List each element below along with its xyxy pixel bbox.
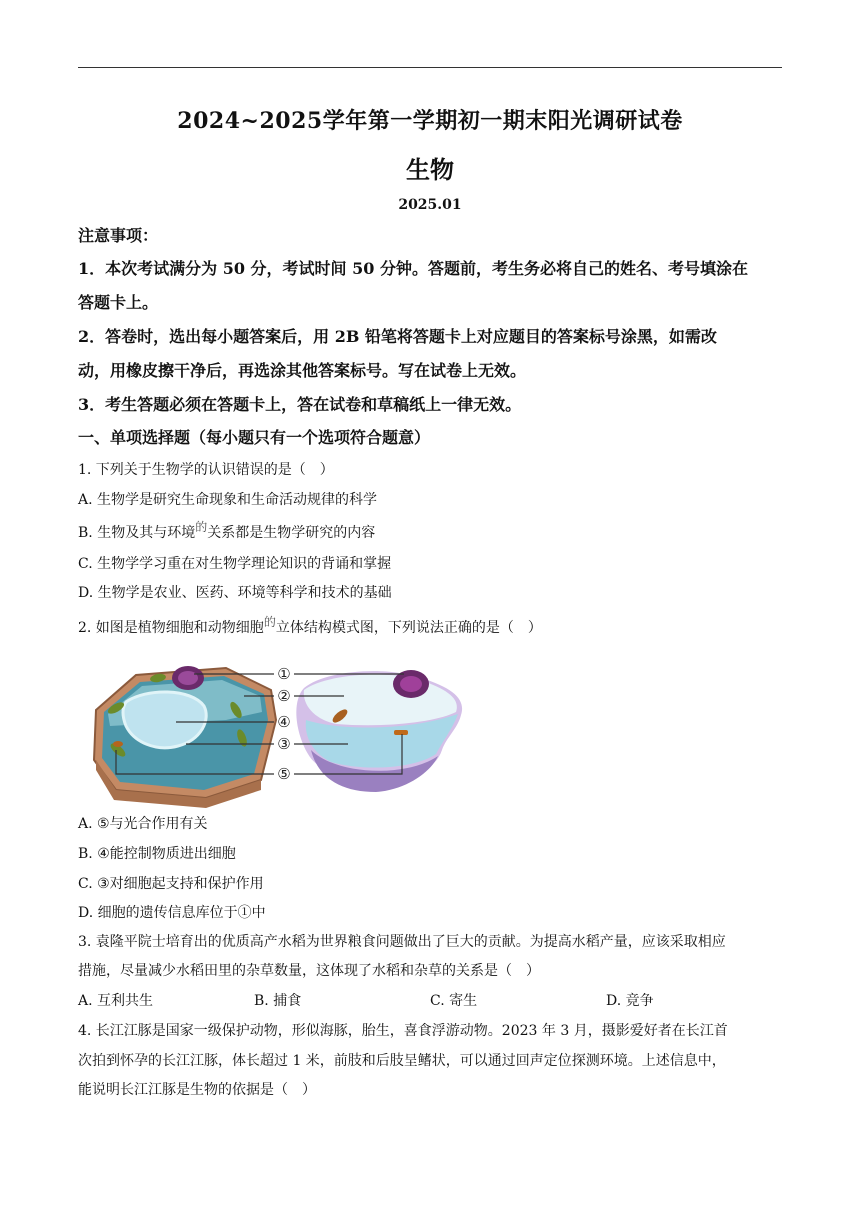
q3-option-b: B. 捕食 [254, 993, 302, 1009]
q3-line-2: 措施，尽量减少水稻田里的杂草数量，这体现了水稻和杂草的关系是（ ） [78, 963, 540, 979]
notice-item-1-line-1: 1．本次考试满分为 50 分，考试时间 50 分钟。答题前，考生务必将自己的姓名、考号填涂在 [78, 259, 748, 278]
exam-subject: 生物 [406, 155, 454, 184]
diagram-label-5: ⑤ [277, 765, 291, 783]
q1-option-c: C. 生物学学习重在对生物学理论知识的背诵和掌握 [78, 556, 392, 572]
exam-date: 2025.01 [398, 197, 462, 213]
q2-option-c: C. ③对细胞起支持和保护作用 [78, 876, 264, 892]
diagram-label-3: ③ [277, 735, 291, 753]
q3-option-c: C. 寄生 [430, 993, 478, 1009]
q1-option-d: D. 生物学是农业、医药、环境等科学和技术的基础 [78, 585, 392, 601]
diagram-label-1: ① [277, 665, 291, 683]
notice-item-2-line-2: 动，用橡皮擦干净后，再选涂其他答案标号。写在试卷上无效。 [78, 361, 527, 380]
exam-title: 2024~2025学年第一学期初一期末阳光调研试卷 [177, 108, 683, 134]
q2-stem-pre: 2. 如图是植物细胞和动物细胞 [78, 620, 264, 636]
q2-option-d: D. 细胞的遗传信息库位于①中 [78, 905, 266, 921]
notice-heading: 注意事项： [78, 226, 159, 245]
cell-structure-diagram [86, 650, 476, 810]
notice-item-2-line-1: 2．答卷时，选出每小题答案后，用 2B 铅笔将答题卡上对应题目的答案标号涂黑，如需改 [78, 327, 717, 346]
q2-stem [78, 615, 788, 637]
q2-stem-sup: 的 [263, 615, 276, 629]
q4-line-2: 次拍到怀孕的长江江豚，体长超过 1 米，前肢和后肢呈鳍状，可以通过回声定位探测环境。上述信息中， [78, 1053, 726, 1069]
header-rule [78, 67, 782, 68]
q1-option-b-post: 关系都是生物学研究的内容 [207, 525, 376, 541]
q2-stem-post: 立体结构模式图，下列说法正确的是（ ） [275, 620, 542, 636]
q1-option-b-pre: B. 生物及其与环境 [78, 525, 196, 541]
q1-option-b-sup: 的 [195, 520, 208, 534]
q4-line-3: 能说明长江江豚是生物的依据是（ ） [78, 1082, 316, 1098]
q3-line-1: 3. 袁隆平院士培育出的优质高产水稻为世界粮食问题做出了巨大的贡献。为提高水稻产量，应该采取相应 [78, 934, 726, 950]
notice-item-1-line-2: 答题卡上。 [78, 293, 159, 312]
q3-option-a: A. 互利共生 [78, 993, 154, 1009]
diagram-label-4: ④ [277, 713, 291, 731]
q2-option-b: B. ④能控制物质进出细胞 [78, 846, 236, 862]
q4-line-1: 4. 长江江豚是国家一级保护动物，形似海豚，胎生，喜食浮游动物。2023 年 3 月，摄影爱好者在长江首 [78, 1023, 728, 1039]
notice-item-3: 3．考生答题必须在答题卡上，答在试卷和草稿纸上一律无效。 [78, 395, 522, 414]
q1-option-a: A. 生物学是研究生命现象和生命活动规律的科学 [78, 492, 378, 508]
q1-stem: 1. 下列关于生物学的认识错误的是（ ） [78, 462, 334, 478]
q3-option-d: D. 竞争 [606, 993, 654, 1009]
q1-option-b [78, 520, 788, 542]
q2-option-a: A. ⑤与光合作用有关 [78, 816, 208, 832]
section-1-heading: 一、单项选择题（每小题只有一个选项符合题意） [78, 428, 431, 447]
plant-cell-illustration [94, 666, 276, 808]
diagram-label-2: ② [277, 687, 291, 705]
